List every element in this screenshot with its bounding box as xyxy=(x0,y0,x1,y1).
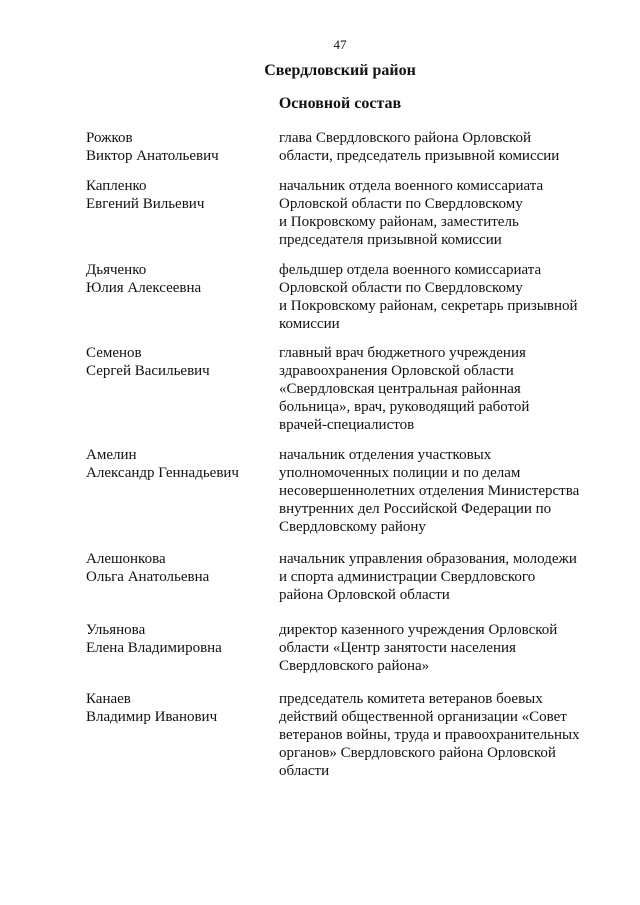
position-line: начальник отдела военного комиссариата xyxy=(279,178,544,194)
position-line: больница», врач, руководящий работой xyxy=(279,399,530,415)
position-line: и спорта администрации Свердловского xyxy=(279,569,536,585)
section-title: Основной состав xyxy=(278,95,402,112)
member-given-names: Александр Геннадьевич xyxy=(86,465,239,481)
member-surname: Капленко xyxy=(86,178,147,194)
member-name xyxy=(86,690,276,726)
position-line: Свердловского района» xyxy=(279,658,430,674)
member-given-names: Владимир Иванович xyxy=(86,709,218,725)
member-surname: Канаев xyxy=(86,691,131,707)
member-name xyxy=(86,129,276,165)
member-surname: Дьяченко xyxy=(86,262,147,278)
member-surname: Рожков xyxy=(86,130,133,146)
position-line: Орловской области по Свердловскому xyxy=(279,196,523,212)
member-surname: Ульянова xyxy=(86,622,146,638)
member-position xyxy=(279,344,591,434)
position-line: области «Центр занятости населения xyxy=(279,640,516,656)
position-line: области, председатель призывной комиссии xyxy=(279,148,560,164)
member-given-names: Евгений Вильевич xyxy=(86,196,205,212)
position-line: Свердловскому району xyxy=(279,519,426,535)
position-line: Орловской области по Свердловскому xyxy=(279,280,523,296)
position-line: уполномоченных полиции и по делам xyxy=(279,465,521,481)
member-surname: Амелин xyxy=(86,447,137,463)
position-line: главный врач бюджетного учреждения xyxy=(279,345,526,361)
position-line: здравоохранения Орловской области xyxy=(279,363,514,379)
position-line: внутренних дел Российской Федерации по xyxy=(279,501,552,517)
position-line: района Орловской области xyxy=(279,587,450,603)
position-line: глава Свердловского района Орловской xyxy=(279,130,532,146)
position-line: несовершеннолетних отделения Министерства xyxy=(279,483,580,499)
member-position xyxy=(279,621,591,675)
district-title: Свердловский район xyxy=(264,62,416,79)
member-position xyxy=(279,550,591,604)
position-line: области xyxy=(279,763,330,779)
position-line: и Покровскому районам, секретарь призывной xyxy=(279,298,578,314)
member-surname: Семенов xyxy=(86,345,142,361)
position-line: органов» Свердловского района Орловской xyxy=(279,745,556,761)
position-line: председатель комитета ветеранов боевых xyxy=(279,691,543,707)
position-line: начальник отделения участковых xyxy=(279,447,492,463)
member-position xyxy=(279,129,591,165)
position-line: ветеранов войны, труда и правоохранительных xyxy=(279,727,580,743)
position-line: начальник управления образования, молодежи xyxy=(279,551,577,567)
member-given-names: Юлия Алексеевна xyxy=(86,280,202,296)
position-line: комиссии xyxy=(279,316,340,332)
member-position xyxy=(279,690,591,780)
member-position xyxy=(279,261,591,333)
member-given-names: Ольга Анатольевна xyxy=(86,569,210,585)
member-name xyxy=(86,261,276,297)
member-name xyxy=(86,550,276,586)
member-name xyxy=(86,344,276,380)
position-line: председателя призывной комиссии xyxy=(279,232,502,248)
position-line: и Покровскому районам, заместитель xyxy=(279,214,519,230)
position-line: фельдшер отдела военного комиссариата xyxy=(279,262,542,278)
position-line: «Свердловская центральная районная xyxy=(279,381,521,397)
member-given-names: Елена Владимировна xyxy=(86,640,222,656)
member-name xyxy=(86,446,276,482)
member-surname: Алешонкова xyxy=(86,551,166,567)
member-given-names: Сергей Васильевич xyxy=(86,363,210,379)
position-line: врачей-специалистов xyxy=(279,417,415,433)
member-given-names: Виктор Анатольевич xyxy=(86,148,219,164)
member-name xyxy=(86,621,276,657)
position-line: директор казенного учреждения Орловской xyxy=(279,622,558,638)
position-line: действий общественной организации «Совет xyxy=(279,709,567,725)
page-number: 47 xyxy=(333,37,347,52)
member-position xyxy=(279,446,591,536)
member-position xyxy=(279,177,591,249)
member-name xyxy=(86,177,276,213)
